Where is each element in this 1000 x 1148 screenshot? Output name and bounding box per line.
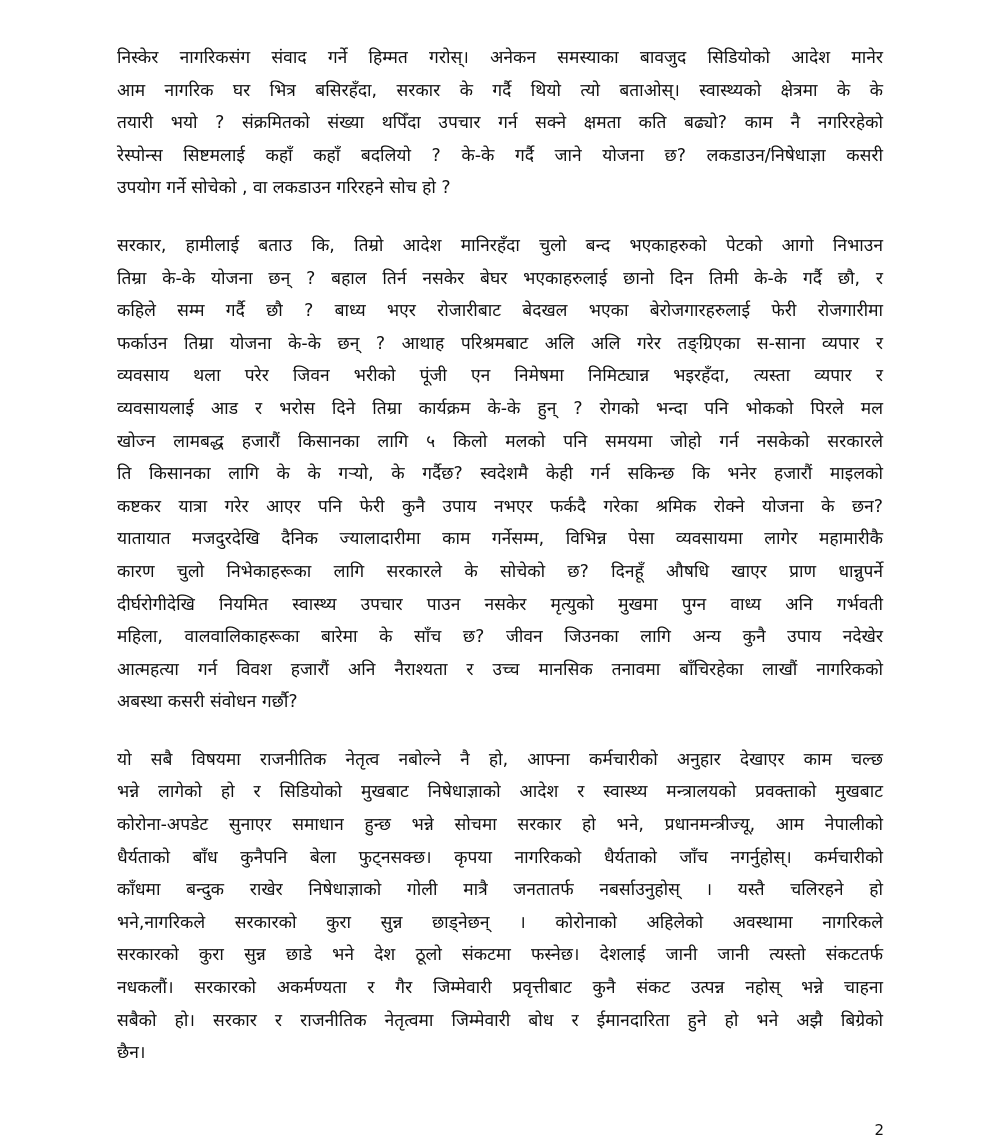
text-line: ति किसानका लागि के के गऱ्यो, के गर्दैछ? स्वदेशमै केही गर्न सकिन्छ कि भनेर हजारौं माइलको (117, 464, 883, 485)
text-line: उपयोग गर्ने सोचेको , वा लकडाउन गरिरहने सोच हो ? (117, 178, 451, 199)
text-line: कष्टकर यात्रा गरेर आएर पनि फेरी कुनै उपाय नभएर फर्कदै गरेका श्रमिक रोक्ने योजना के छन? (117, 496, 883, 517)
text-line: रेस्पोन्स सिष्टमलाई कहाँ कहाँ बदलियो ? के-के गर्दै जाने योजना छ? लकडाउन/निषेधाज्ञा कसरी (117, 145, 883, 166)
text-line: सरकारको कुरा सुन्न छाडे भने देश ठूलो संकटमा फस्नेछ। देशलाई जानी जानी त्यस्तो संकटतर्फ (117, 945, 883, 966)
text-line: तयारी भयो ? संक्रमितको संख्या थपिँदा उपचार गर्न सक्ने क्षमता कति बढ्यो? काम नै नगरिरहेको (117, 113, 883, 134)
text-line: निस्केर नागरिकसंग संवाद गर्ने हिम्मत गरोस्। अनेकन समस्याका बावजुद सिडियोको आदेश मानेर (117, 48, 883, 68)
text-line: व्यवसाय थला परेर जिवन भरीको पूंजी एन निमेषमा निमिट्यान्न भइरहँदा, त्यस्ता व्यपार र (117, 366, 883, 387)
paragraph-3 (117, 744, 883, 1070)
text-line: काँधमा बन्दुक राखेर निषेधाज्ञाको गोली मात्रै जनतातर्फ नबर्साउनुहोस् । यस्तै चलिरहने हो (117, 880, 883, 901)
text-line: धैर्यताको बाँध कुनैपनि बेला फुट्नसक्छ। कृपया नागरिकको धैर्यताको जाँच नगर्नुहोस्। कर्मचारीको (117, 847, 883, 868)
text-line: सरकार, हामीलाई बताउ कि, तिम्रो आदेश मानिरहँदा चुलो बन्द भएकाहरुको पेटको आगो निभाउन (117, 235, 883, 256)
text-line: यातायात मजदुरदेखि दैनिक ज्यालादारीमा काम गर्नेसम्म, विभिन्न पेसा व्यवसायमा लागेर महामारीकै (117, 529, 883, 550)
paragraph-2 (117, 230, 883, 719)
text-line: फर्काउन तिम्रा योजना के-के छन् ? आथाह परिश्रमबाट अलि अलि गरेर तङ्ग्रिएका स-साना व्यपार र (117, 333, 883, 354)
text-line: व्यवसायलाई आड र भरोस दिने तिम्रा कार्यक्रम के-के हुन् ? रोगको भन्दा पनि भोकको पिरले मल (117, 398, 883, 419)
text-line: नधकलौं। सरकारको अकर्मण्यता र गैर जिम्मेवारी प्रवृत्तीबाट कुनै संकट उत्पन्न नहोस् भन्ने चाहना (117, 978, 883, 999)
text-line: तिम्रा के-के योजना छन् ? बहाल तिर्न नसकेर बेघर भएकाहरुलाई छानो दिन तिमी के-के गर्दै छौ, र (117, 268, 883, 289)
text-line: कारण चुलो निभेकाहरूका लागि सरकारले के सोचेको छ? दिनहूँ औषधि खाएर प्राण धान्नुपर्ने (117, 561, 883, 582)
text-line: यो सबै विषयमा राजनीतिक नेतृत्व नबोल्ने नै हो, आफ्ना कर्मचारीको अनुहार देखाएर काम चल्छ (117, 749, 883, 770)
text-line: भन्ने लागेको हो र सिडियोको मुखबाट निषेधाज्ञाको आदेश र स्वास्थ्य मन्त्रालयको प्रवक्ताको मुखबाट (117, 782, 883, 803)
text-line: सबैको हो। सरकार र राजनीतिक नेतृत्वमा जिम्मेवारी बोध र ईमानदारिता हुने हो भने अझै बिग्रेको (117, 1010, 883, 1031)
text-line: महिला, वालवालिकाहरूका बारेमा के साँच छ? जीवन जिउनका लागि अन्य कुनै उपाय नदेखेर (117, 627, 883, 648)
text-line: कोरोना-अपडेट सुनाएर समाधान हुन्छ भन्ने सोचमा सरकार हो भने, प्रधानमन्त्रीज्यू, आम नेपालीको (117, 815, 883, 836)
text-line: आत्महत्या गर्न विवश हजारौं अनि नैराश्यता र उच्च मानसिक तनावमा बाँचिरहेका लाखौं नागरिकको (117, 659, 883, 680)
text-line: कहिले सम्म गर्दै छौ ? बाध्य भएर रोजारीबाट बेदखल भएका बेरोजगारहरुलाई फेरी रोजगारीमा (117, 301, 883, 322)
text-line: अबस्था कसरी संवोधन गर्छौ? (117, 692, 298, 713)
text-line: छैन। (117, 1043, 146, 1064)
text-line: आम नागरिक घर भित्र बसिरहँदा, सरकार के गर्दै थियो त्यो बताओस्। स्वास्थ्यको क्षेत्रमा के के (117, 80, 883, 101)
text-line: खोज्न लामबद्ध हजारौं किसानका लागि ५ किलो मलको पनि समयमा जोहो गर्न नसकेको सरकारले (117, 431, 883, 452)
paragraph-1 (117, 42, 883, 205)
page-number: 2 (874, 1121, 884, 1139)
text-line: भने,नागरिकले सरकारको कुरा सुन्न छाड्नेछन् । कोरोनाको अहिलेको अवस्थामा नागरिकले (117, 912, 883, 933)
document-body (117, 42, 883, 1070)
text-line: दीर्घरोगीदेखि नियमित स्वास्थ्य उपचार पाउन नसकेर मृत्युको मुखमा पुग्न वाध्य अनि गर्भवती (117, 594, 883, 615)
